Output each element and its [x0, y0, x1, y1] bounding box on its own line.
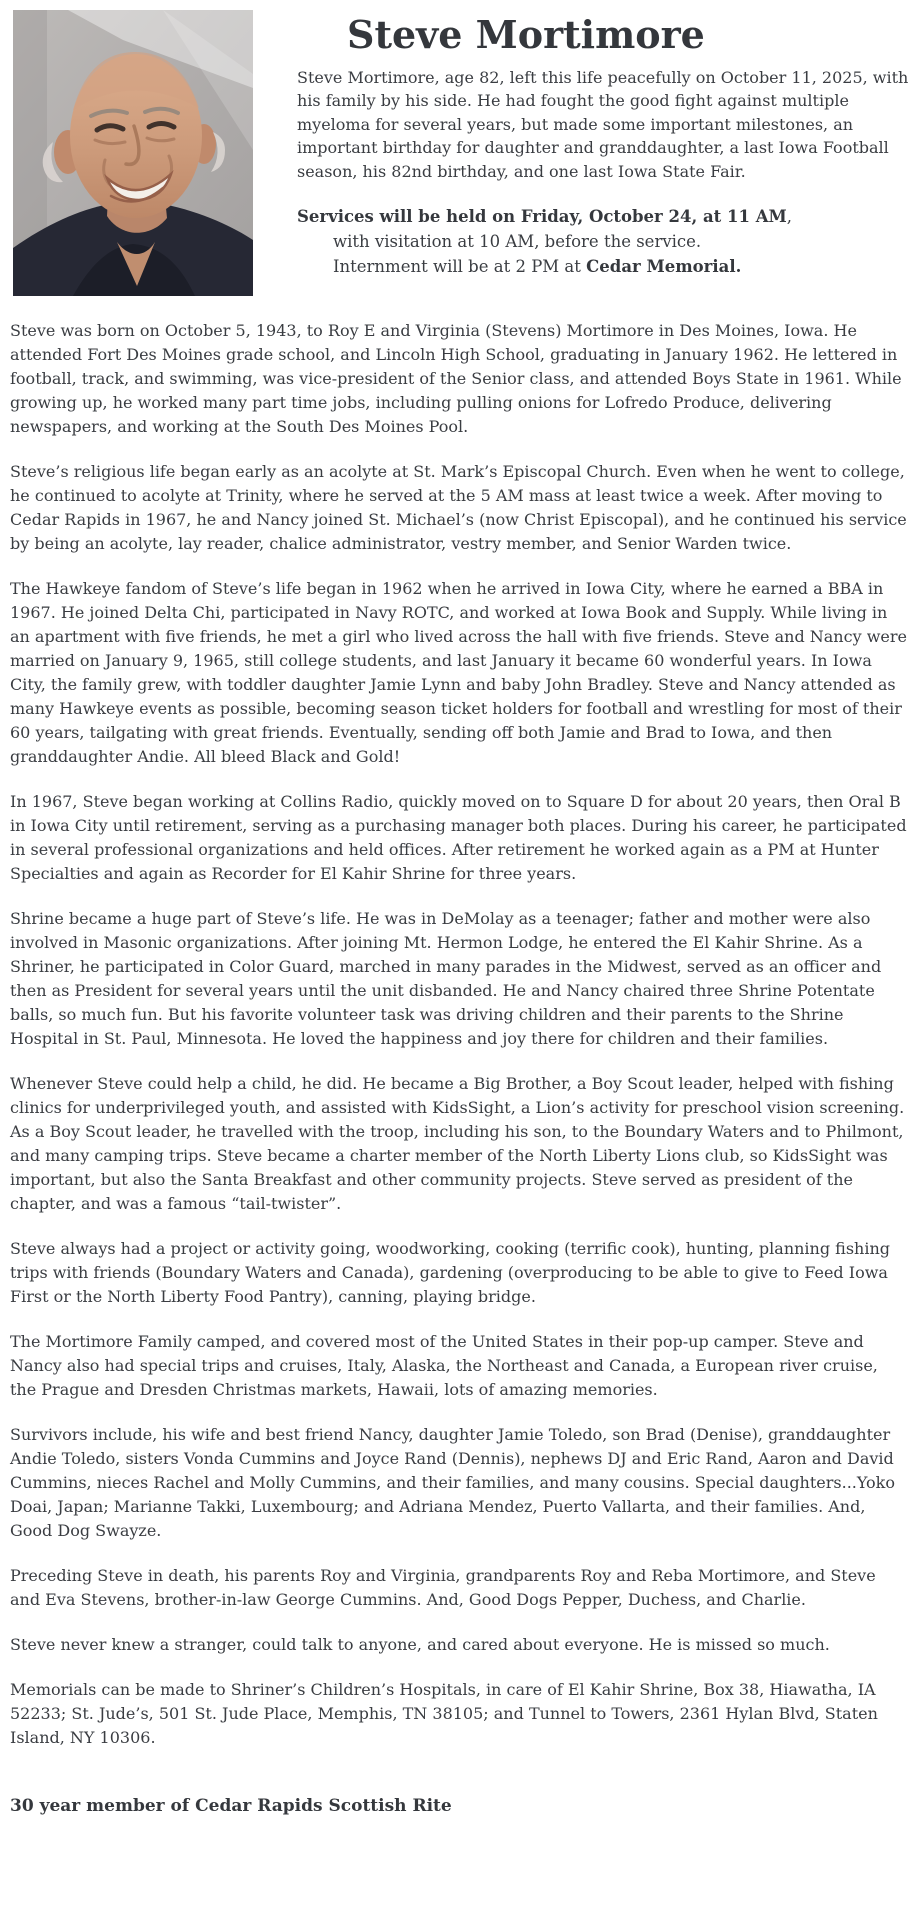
services-comma: , — [786, 207, 793, 227]
services-visitation: with visitation at 10 AM, before the service. — [333, 232, 702, 252]
header-text-column — [297, 10, 913, 296]
page-title: Steve Mortimore — [347, 12, 705, 57]
intro-paragraph: Steve Mortimore, age 82, left this life peacefully on October 11, 2025, with his family by his side. He had fought the good fight against multiple myeloma for several years, but made some important milestones, an important birthday for daughter and granddaughter, a last Iowa Football season, his 82nd birthday, and one last Iowa State Fair. — [297, 67, 909, 181]
portrait-photo-illustration — [13, 10, 253, 296]
services-info — [297, 204, 913, 279]
obituary-body — [0, 296, 923, 1816]
paragraph-hobbies: Steve always had a project or activity going, woodworking, cooking (terrific cook), hunting, planning fishing trips with friends (Boundary Waters and Canada), gardening (overproducing to be able to give to Feed Iowa First or the North Liberty Food Pantry), canning, playing bridge. — [10, 1239, 891, 1306]
services-date-time: Services will be held on Friday, October 24, at 11 AM — [297, 207, 787, 227]
paragraph-helping-children: Whenever Steve could help a child, he did. He became a Big Brother, a Boy Scout leader, helped with fishing clinics for underprivileged youth, and assisted with KidsSight, a Lion’s activity for preschool vision screening. As a Boy Scout leader, he travelled with the troop, including his son, to the Boundary Waters and to Philmont, and many camping trips. Steve became a charter member of the North Liberty Lions club, so KidsSight was important, but also the Santa Breakfast and other community projects. Steve served as president of the chapter, and was a famous “tail-twister”. — [10, 1074, 905, 1213]
paragraph-shrine: Shrine became a huge part of Steve’s life. He was in DeMolay as a teenager; father and mother were also involved in Masonic organizations. After joining Mt. Hermon Lodge, he entered the El Kahir Shrine. As a Shriner, he participated in Color Guard, marched in many parades in the Midwest, served as an officer and then as President for several years until the unit disbanded. He and Nancy chaired three Shrine Potentate balls, so much fun. But his favorite volunteer task was driving children and their parents to the Shrine Hospital in St. Paul, Minnesota. He loved the happiness and joy there for children and their families. — [10, 909, 882, 1048]
services-internment-text: Internment will be at 2 PM at — [333, 257, 587, 277]
portrait-photo — [13, 10, 253, 296]
services-internment — [333, 254, 913, 279]
services-internment-location: Cedar Memorial. — [586, 257, 742, 277]
paragraph-hawkeye-fandom: The Hawkeye fandom of Steve’s life began in 1962 when he arrived in Iowa City, where he earned a BBA in 1967. He joined Delta Chi, participated in Navy ROTC, and worked at Iowa Book and Supply. While living in an apartment with five friends, he met a girl who lived across the hall with five friends. Steve and Nancy were married on January 9, 1965, still college students, and last January it became 60 wonderful years. In Iowa City, the family grew, with toddler daughter Jamie Lynn and baby John Bradley. Steve and Nancy attended as many Hawkeye events as possible, becoming season ticket holders for football and wrestling for most of their 60 years, tailgating with great friends. Eventually, sending off both Jamie and Brad to Iowa, and then granddaughter Andie. All bleed Black and Gold! — [10, 579, 907, 766]
scottish-rite-note: 30 year member of Cedar Rapids Scottish Rite — [10, 1796, 452, 1816]
paragraph-survivors: Survivors include, his wife and best friend Nancy, daughter Jamie Toledo, son Brad (Denise), granddaughter Andie Toledo, sisters Vonda Cummins and Joyce Rand (Dennis), nephews DJ and Eric Rand, Aaron and David Cummins, nieces Rachel and Molly Cummins, and their families, and many cousins. Special daughters...Yoko Doai, Japan; Marianne Takki, Luxembourg; and Adriana Mendez, Puerto Vallarta, and their families. And, Good Dog Swayze. — [10, 1425, 896, 1540]
header-section — [0, 0, 923, 296]
paragraph-memorials: Memorials can be made to Shriner’s Children’s Hospitals, in care of El Kahir Shrine, Box 38, Hiawatha, IA 52233; St. Jude’s, 501 St. Jude Place, Memphis, TN 38105; and Tunnel to Towers, 2361 Hylan Blvd, Staten Island, NY 10306. — [10, 1680, 878, 1747]
paragraph-preceded-in-death: Preceding Steve in death, his parents Roy and Virginia, grandparents Roy and Reba Mortimore, and Steve and Eva Stevens, brother-in-law George Cummins. And, Good Dogs Pepper, Duchess, and Charlie. — [10, 1566, 876, 1609]
paragraph-never-knew-stranger: Steve never knew a stranger, could talk to anyone, and cared about everyone. He is missed so much. — [10, 1635, 830, 1654]
paragraph-religious-life: Steve’s religious life began early as an acolyte at St. Mark’s Episcopal Church. Even when he went to college, he continued to acolyte at Trinity, where he served at the 5 AM mass at least twice a week. After moving to Cedar Rapids in 1967, he and Nancy joined St. Michael’s (now Christ Episcopal), and he continued his service by being an acolyte, lay reader, chalice administrator, vestry member, and Senior Warden twice. — [10, 462, 907, 553]
paragraph-travel: The Mortimore Family camped, and covered most of the United States in their pop-up camper. Steve and Nancy also had special trips and cruises, Italy, Alaska, the Northeast and Canada, a European river cruise, the Prague and Dresden Christmas markets, Hawaii, lots of amazing memories. — [10, 1332, 878, 1399]
paragraph-career: In 1967, Steve began working at Collins Radio, quickly moved on to Square D for about 20 years, then Oral B in Iowa City until retirement, serving as a purchasing manager both places. During his career, he participated in several professional organizations and held offices. After retirement he worked again as a PM at Hunter Specialties and again as Recorder for El Kahir Shrine for three years. — [10, 792, 907, 883]
paragraph-early-life: Steve was born on October 5, 1943, to Roy E and Virginia (Stevens) Mortimore in Des Moines, Iowa. He attended Fort Des Moines grade school, and Lincoln High School, graduating in January 1962. He lettered in football, track, and swimming, was vice-president of the Senior class, and attended Boys State in 1961. While growing up, he worked many part time jobs, including pulling onions for Lofredo Produce, delivering newspapers, and working at the South Des Moines Pool. — [10, 321, 902, 436]
